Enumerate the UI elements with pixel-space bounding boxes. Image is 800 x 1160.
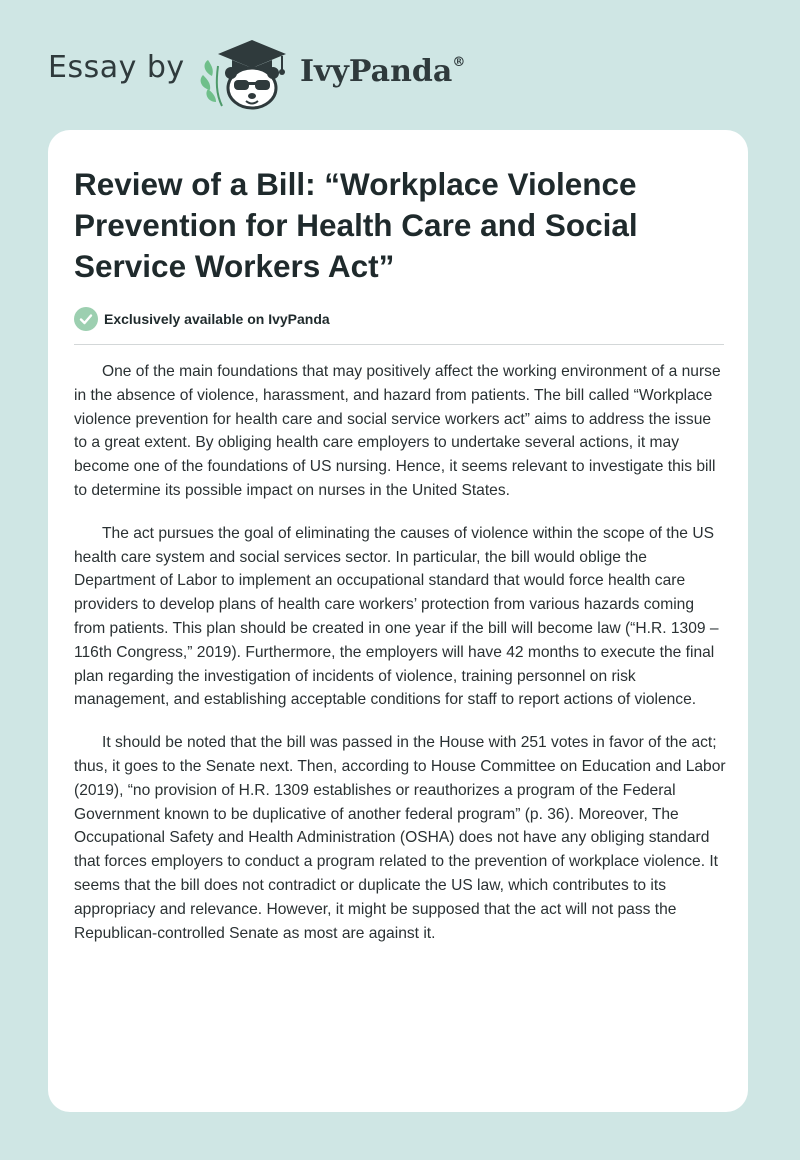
article-card (48, 130, 748, 1112)
check-circle-icon (74, 307, 98, 331)
registered-mark: ® (452, 55, 466, 70)
exclusive-text: Exclusively available on IvyPanda (104, 311, 330, 327)
brand-name[interactable]: IvyPanda® (300, 54, 466, 89)
paragraph: The act pursues the goal of eliminating the causes of violence within the scope of the US health care system and social services sector. In particular, the bill would oblige the Department of Labor to implement an occupational standard that would force health care providers to develop plans of health care workers’ protection from various hazards coming from patients. This plan should be created in one year if the bill will become law (“H.R. 1309 – 116th Congress,” 2019). Furthermore, the employers will have 42 months to execute the final plan regarding the investigation of incidents of violence, training personnel on risk management, and establishing acceptable conditions for staff to report actions of violence. (74, 524, 719, 709)
paragraph: It should be noted that the bill was passed in the House with 251 votes in favor of the act; thus, it goes to the Senate next. Then, according to House Committee on Education and Labor (2019), “no provision of H.R. 1309 establishes or reauthorizes a program of the Federal Government known to be duplicative of another federal program” (p. 36). Moreover, The Occupational Safety and Health Administration (OSHA) does not have any obliging standard that forces employers to conduct a program related to the prevention of workplace violence. It seems that the bill does not contradict or duplicate the US law, which contributes to its appropriacy and relevance. However, it might be supposed that the act will not pass the Republican-controlled Senate as most are against it. (74, 734, 726, 942)
site-header (0, 0, 800, 130)
essay-by-label: Essay by (48, 50, 185, 85)
exclusive-badge (74, 306, 330, 332)
article-title: Review of a Bill: “Workplace Violence Prevention for Health Care and Social Service Workers Act” (74, 166, 638, 284)
paragraph: One of the main foundations that may positively affect the working environment of a nurse in the absence of violence, harassment, and hazard from patients. The bill called “Workplace violence prevention for health care and social service workers act” aims to address the issue to a great extent. By obliging health care employers to undertake several actions, it may become one of the foundations of US nursing. Hence, it seems relevant to investigate this bill to determine its possible impact on nurses in the United States. (74, 363, 721, 499)
article-body (74, 360, 726, 964)
panda-graduate-icon[interactable] (198, 36, 290, 110)
divider (74, 344, 724, 345)
